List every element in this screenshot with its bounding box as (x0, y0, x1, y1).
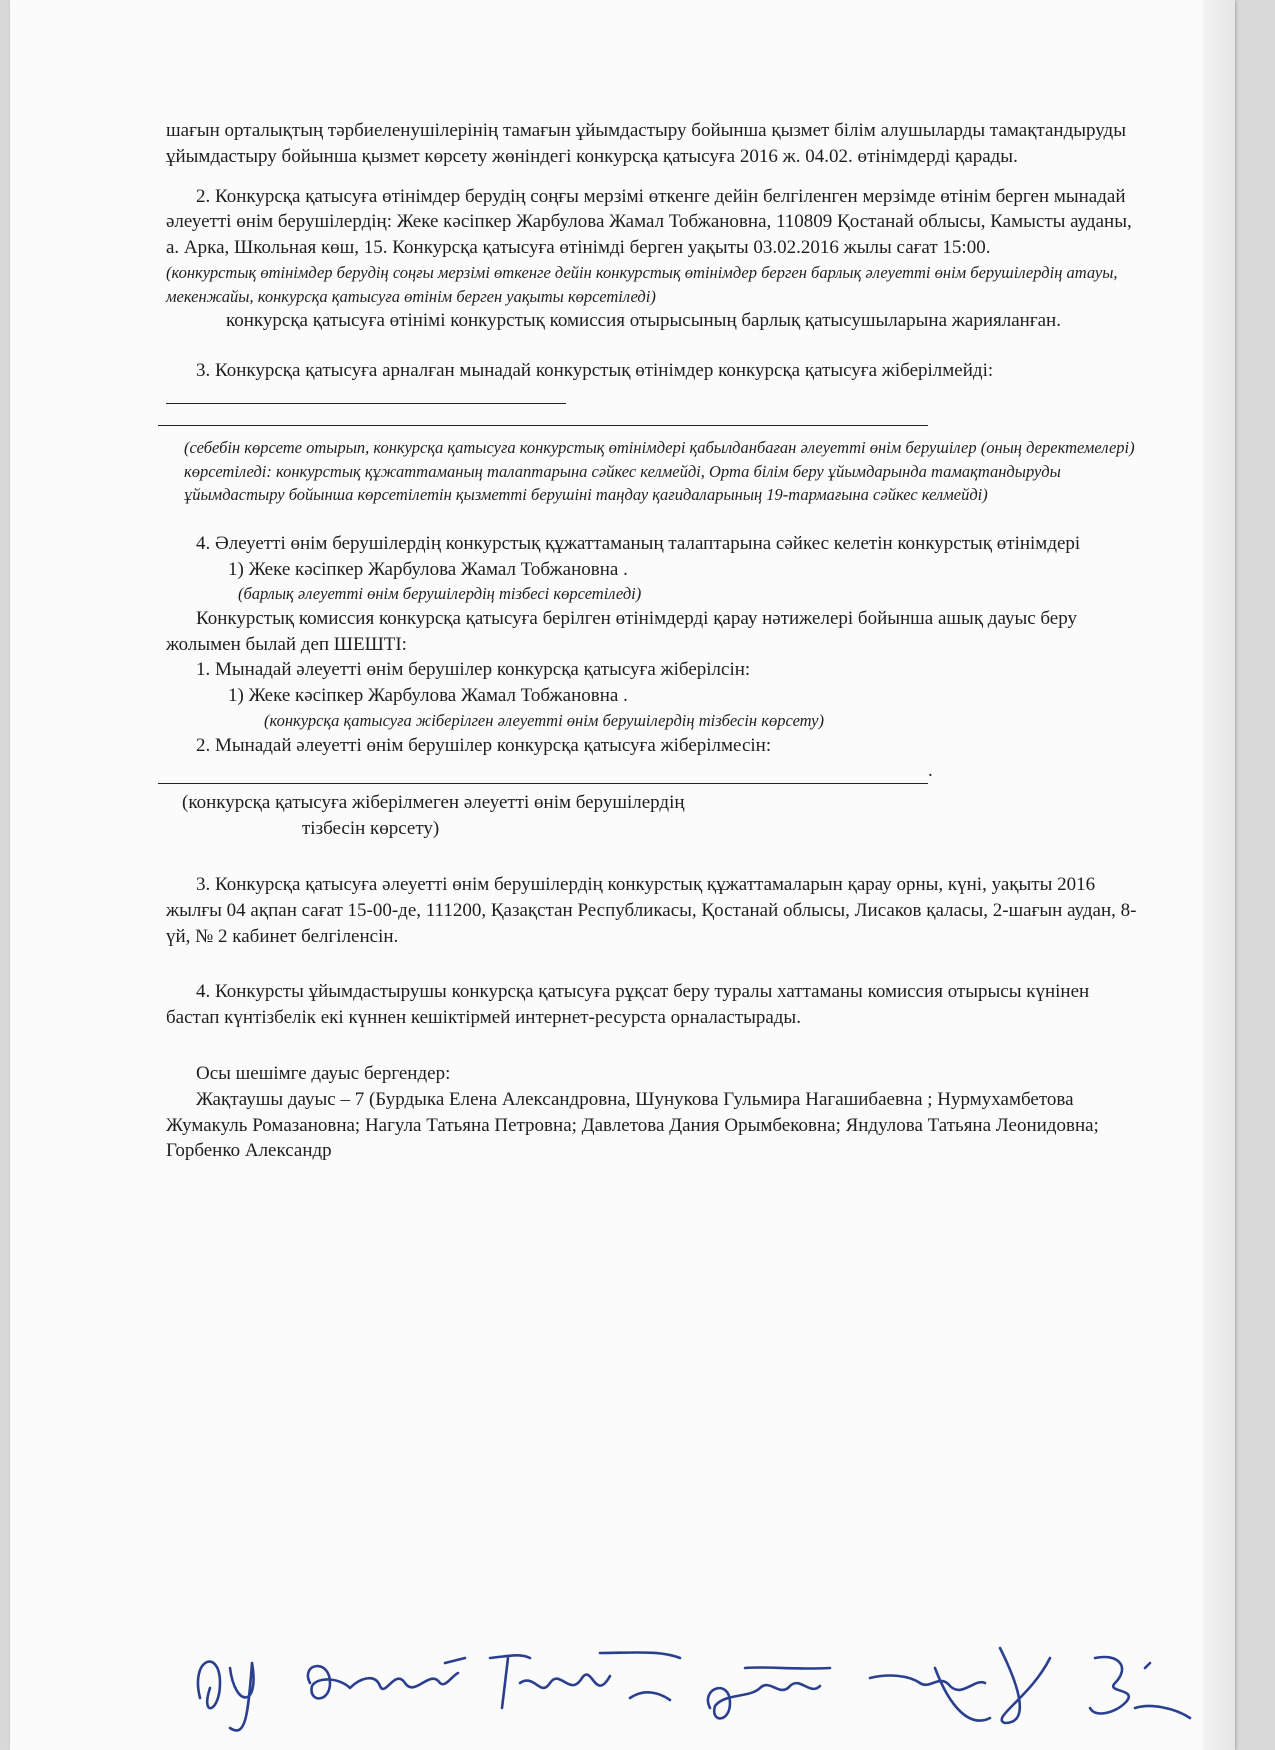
section-4-note: (барлық әлеуетті өнім берушілердің тізбесі көрсетіледі) (238, 584, 642, 604)
signature-5 (870, 1648, 1050, 1723)
handwritten-signatures (190, 1628, 1230, 1738)
vote-intro: Осы шешімге дауыс бергендер: (196, 1063, 451, 1084)
section-3-blank-line (166, 384, 566, 404)
intro-paragraph: шағын орталықтың тәрбиеленушілерінің тамағын ұйымдастыру бойынша қызмет білім алушыларды тамақтандыруды ұйымдастыру бойынша қызмет көрсету жөніндегі конкурсқа қатысуға 2016 ж. 04.02. өтінімдерді қарады. (166, 120, 1126, 167)
document-page (10, 0, 1235, 1750)
decision-1-text: 1. Мынадай әлеуетті өнім берушілер конкурсқа қатысуға жіберілсін: (196, 659, 751, 681)
section-3-text (166, 358, 1146, 412)
section-2-note: (конкурстық өтінімдер берудің соңғы мерзімі өткенге дейін конкурстық өтінімдер берген барлық әлеуетті өнім берушілердің атауы, мекенжайы, конкурсқа қатысуға өтінім берген уақыты көрсетіледі) (166, 263, 1118, 306)
decision-2-text: 2. Мынадай әлеуетті өнім берушілер конкурсқа қатысуға жіберілмесін: (196, 734, 772, 756)
vote-for: Жақтаушы дауыс – 7 (Бурдыка Елена Александровна, Шунукова Гульмира Нагашибаевна ; Нурмухамбетова Жумакуль Ромазановна; Нагула Татьяна Петровна; Давлетова Дания Орымбековна; Яндулова Татьяна Леонидовна; Горбенко Александр (166, 1088, 1099, 1162)
decision-1-item: 1) Жеке кәсіпкер Жарбулова Жамал Тобжановна . (228, 685, 628, 707)
decision-2-blank-line (158, 764, 928, 784)
section-4-text: 4. Әлеуетті өнім берушілердің конкурстық құжаттаманың талаптарына сәйкес келетін конкурстық өтінімдері (196, 532, 1081, 554)
decision-1-note: (конкурсқа қатысуға жіберілген әлеуетті өнім берушілердің тізбесін көрсету) (264, 711, 825, 731)
decision-2-note-line-2: тізбесін көрсету) (302, 818, 440, 840)
signature-2 (308, 1658, 465, 1698)
signature-1 (198, 1662, 254, 1731)
signature-3 (490, 1652, 680, 1708)
section-4-item: 1) Жеке кәсіпкер Жарбулова Жамал Тобжановна . (228, 558, 628, 580)
signature-4 (708, 1667, 830, 1718)
decision-4-text: 4. Конкурсты ұйымдастырушы конкурсқа қатысуға рұқсат беру туралы хаттаманы комиссия отырысы күнінен бастап күнтізбелік екі күннен кешіктірмей интернет-ресурста орналастырады. (166, 981, 1090, 1029)
section-3-blank-line-2 (158, 411, 928, 426)
section-3-note: (себебін көрсете отырып, конкурсқа қатысуға конкурстық өтінімдері қабылданбаған әлеуетті өнім берушілер (оның деректемелері) көрсетіледі: конкурстық құжаттаманың талаптарына сәйкес келмейді, Орта білім беру ұйымдарында тамақтандыруды ұйымдастыру бойынша көрсетілетін қызметті берушіні таңдау қағидаларының 19-тармағына сәйкес келмейді) (184, 438, 1135, 505)
decision-2-dot: . (928, 760, 933, 782)
section-3-label: 3. Конкурсқа қатысуға арналған мынадай конкурстық өтінімдер конкурсқа қатысуға жіберілмейді: (196, 359, 994, 381)
decision-3-text: 3. Конкурсқа қатысуға әлеуетті өнім берушілердің конкурстық құжаттамаларын қарау орны, күні, уақыты 2016 жылғы 04 ақпан сағат 15-00-де, 111200, Қазақстан Республикасы, Қостанай облысы, Лисаков қаласы, 2-шағын аудан, 8-үй, № 2 кабинет белгіленсін. (166, 873, 1137, 947)
decision-intro: Конкурстық комиссия конкурсқа қатысуға берілген өтінімдерді қарау нәтижелері бойынша ашық дауыс беру жолымен былай деп ШЕШТІ: (166, 607, 1077, 655)
scan-edge (1203, 0, 1235, 1750)
signature-6 (1090, 1657, 1190, 1718)
document-body (166, 118, 1146, 1164)
section-2-text: 2. Конкурсқа қатысуға өтінімдер берудің соңғы мерзімі өткенге дейін белгіленген мерзімде өтінім берген мынадай әлеуетті өнім берушілердің: Жеке кәсіпкер Жарбулова Жамал Тобжановна, 110809 Қостанай облысы, Камысты ауданы, а. Арка, Школьная көш, 15. Конкурсқа қатысуға өтінімді берген уақыты 03.02.2016 жылы сағат 15:00. (166, 185, 1132, 259)
decision-2-blank-row (166, 758, 1146, 784)
section-2-announcement: конкурсқа қатысуға өтінімі конкурстық комиссия отырысының барлық қатысушыларына жарияланған. (226, 309, 1061, 331)
decision-2-note-line-1: (конкурсқа қатысуға жіберілмеген әлеуетті өнім берушілердің (182, 792, 685, 814)
